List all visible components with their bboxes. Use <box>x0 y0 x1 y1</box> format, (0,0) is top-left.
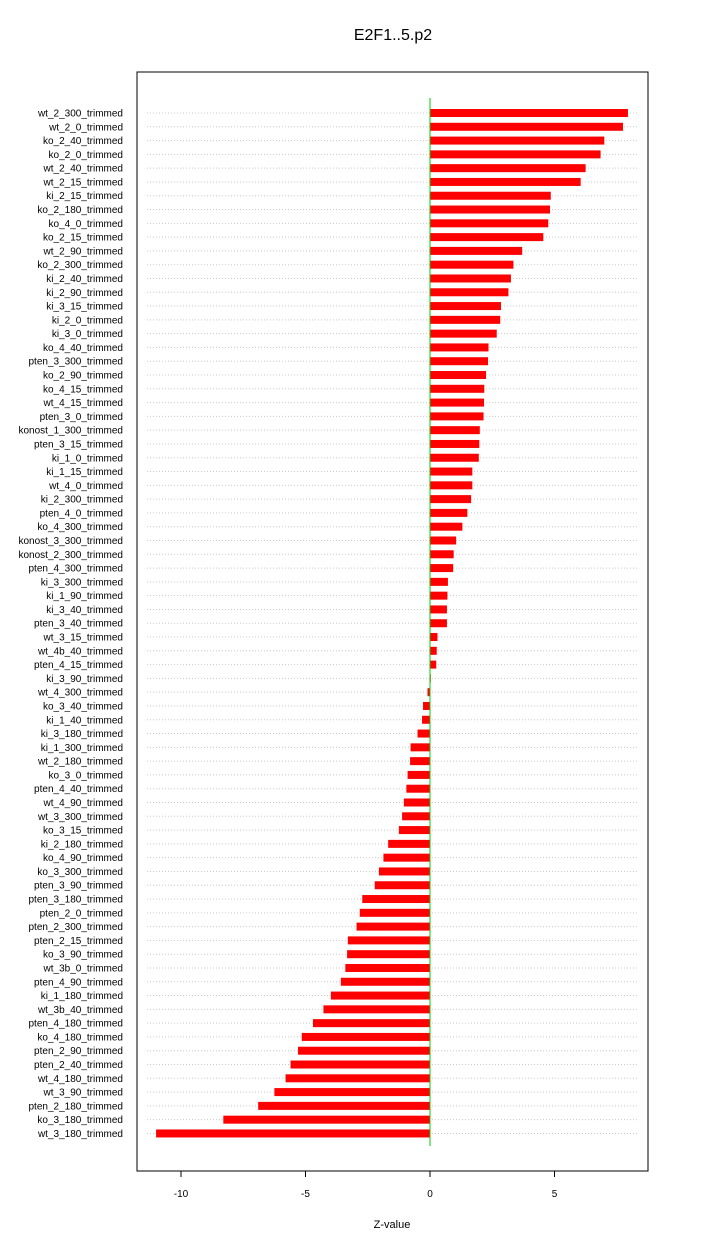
category-label: ki_2_15_trimmed <box>46 191 123 203</box>
category-label: wt_3b_40_trimmed <box>37 1004 123 1016</box>
x-tick-label: -5 <box>301 1189 310 1200</box>
bar <box>430 592 447 600</box>
x-axis-label: Z-value <box>373 1219 411 1231</box>
x-tick-label: -10 <box>173 1189 189 1200</box>
category-label: ko_3_0_trimmed <box>48 770 123 782</box>
category-label: ko_4_90_trimmed <box>42 853 123 865</box>
bar <box>341 978 430 986</box>
category-labels <box>18 109 123 1140</box>
category-label: wt_2_90_trimmed <box>43 246 123 258</box>
category-label: pten_2_90_trimmed <box>34 1046 123 1058</box>
category-label: pten_4_0_trimmed <box>39 508 123 520</box>
bar <box>348 936 430 944</box>
bar <box>430 536 456 544</box>
category-label: ki_2_90_trimmed <box>46 287 123 299</box>
bar <box>430 371 486 379</box>
bar <box>430 302 501 310</box>
bar <box>430 150 601 158</box>
category-label: ko_2_40_trimmed <box>42 136 123 148</box>
bar <box>408 771 430 779</box>
bar <box>362 895 430 903</box>
bar <box>430 247 522 255</box>
bar <box>430 316 500 324</box>
bar <box>399 826 430 834</box>
category-label: pten_3_0_trimmed <box>39 411 123 423</box>
x-tick-label: 5 <box>551 1189 558 1200</box>
category-label: pten_4_300_trimmed <box>28 563 123 575</box>
category-label: ko_4_180_trimmed <box>37 1032 123 1044</box>
category-label: wt_2_40_trimmed <box>43 163 123 175</box>
bar <box>274 1088 430 1096</box>
bar <box>360 909 430 917</box>
category-label: pten_4_15_trimmed <box>34 660 123 672</box>
chart-title: E2F1..5.p2 <box>353 27 433 44</box>
bar <box>404 799 430 807</box>
category-label: wt_4_180_trimmed <box>37 1073 123 1085</box>
bar <box>430 440 479 448</box>
category-label: pten_4_90_trimmed <box>34 977 123 989</box>
category-label: ki_3_15_trimmed <box>46 301 123 313</box>
bar <box>410 757 430 765</box>
category-label: ko_3_15_trimmed <box>42 825 123 837</box>
category-label: ko_4_300_trimmed <box>37 522 123 534</box>
bar <box>223 1116 430 1124</box>
bar <box>430 578 448 586</box>
bar <box>430 288 508 296</box>
category-label: wt_3_15_trimmed <box>43 632 123 644</box>
category-label: ko_2_15_trimmed <box>42 232 123 244</box>
category-label: ki_2_300_trimmed <box>40 494 123 506</box>
category-label: pten_2_40_trimmed <box>34 1060 123 1072</box>
bar <box>406 785 430 793</box>
category-label: ki_2_180_trimmed <box>40 839 123 851</box>
bar <box>345 964 430 972</box>
bar <box>411 743 430 751</box>
category-label: wt_4_15_trimmed <box>43 398 123 410</box>
bar <box>357 923 430 931</box>
category-label: pten_4_40_trimmed <box>34 784 123 796</box>
bar <box>430 399 484 407</box>
x-tick-label: 0 <box>427 1189 433 1200</box>
category-label: ki_1_180_trimmed <box>40 991 123 1003</box>
category-label: wt_4_300_trimmed <box>37 687 123 699</box>
bar <box>430 233 543 241</box>
category-label: ki_3_180_trimmed <box>40 729 123 741</box>
category-label: ko_2_180_trimmed <box>37 205 123 217</box>
bar <box>298 1047 430 1055</box>
bar <box>258 1102 430 1110</box>
bar <box>156 1129 430 1137</box>
category-label: wt_2_15_trimmed <box>43 177 123 189</box>
bar <box>430 564 453 572</box>
category-label: ko_3_40_trimmed <box>42 701 123 713</box>
bar <box>388 840 430 848</box>
bar <box>313 1019 430 1027</box>
bar <box>430 633 437 641</box>
category-label: wt_2_180_trimmed <box>37 756 123 768</box>
bar <box>430 495 471 503</box>
bar <box>430 123 623 131</box>
bar <box>422 716 430 724</box>
bar <box>430 619 447 627</box>
bar <box>430 219 548 227</box>
bar <box>430 274 511 282</box>
bar <box>430 357 488 365</box>
category-label: pten_3_300_trimmed <box>28 356 123 368</box>
category-label: ki_3_0_trimmed <box>51 329 123 341</box>
bar <box>286 1074 430 1082</box>
category-label: ko_2_0_trimmed <box>48 149 123 161</box>
category-label: ki_1_0_trimmed <box>51 453 123 465</box>
bar <box>379 867 430 875</box>
category-label: ko_3_180_trimmed <box>37 1115 123 1127</box>
bar <box>430 385 484 393</box>
category-label: pten_4_180_trimmed <box>28 1018 123 1030</box>
category-label: pten_3_180_trimmed <box>28 894 123 906</box>
bar <box>430 468 472 476</box>
category-label: ko_4_40_trimmed <box>42 342 123 354</box>
bar <box>430 164 586 172</box>
bars <box>156 98 628 1146</box>
bar <box>430 426 480 434</box>
category-label: ki_3_300_trimmed <box>40 577 123 589</box>
bar <box>430 661 436 669</box>
category-label: wt_3_90_trimmed <box>43 1087 123 1099</box>
category-label: wt_4_90_trimmed <box>43 798 123 809</box>
category-label: wt_2_0_trimmed <box>49 122 123 134</box>
category-label: pten_2_15_trimmed <box>34 935 123 947</box>
category-label: ki_1_15_trimmed <box>46 467 123 479</box>
category-label: konost_2_300_trimmed <box>18 549 123 561</box>
bar <box>291 1061 430 1069</box>
bar <box>430 509 467 517</box>
bar <box>423 702 430 710</box>
category-label: wt_3_180_trimmed <box>37 1128 123 1140</box>
category-label: ki_3_90_trimmed <box>46 673 123 685</box>
bar <box>402 812 430 820</box>
bar <box>430 550 454 558</box>
category-label: wt_4_0_trimmed <box>49 480 123 492</box>
bar <box>430 192 551 200</box>
x-axis <box>174 1171 558 1200</box>
bar <box>430 109 628 117</box>
category-label: ki_1_40_trimmed <box>46 715 123 727</box>
bar <box>430 523 462 531</box>
category-label: wt_4b_40_trimmed <box>37 646 123 658</box>
category-label: ko_3_90_trimmed <box>42 949 123 961</box>
bar <box>430 206 550 214</box>
category-label: ko_3_300_trimmed <box>37 866 123 878</box>
category-label: ki_1_90_trimmed <box>46 591 123 603</box>
bar <box>430 647 437 655</box>
bar <box>430 137 604 145</box>
category-label: pten_3_90_trimmed <box>34 880 123 892</box>
category-label: ko_2_90_trimmed <box>42 370 123 382</box>
category-label: ki_2_40_trimmed <box>46 273 123 285</box>
bar <box>430 178 581 186</box>
bar <box>430 330 497 338</box>
bar <box>430 412 484 420</box>
category-label: pten_3_40_trimmed <box>34 618 123 630</box>
category-label: pten_2_300_trimmed <box>28 922 123 934</box>
category-label: pten_2_180_trimmed <box>28 1101 123 1113</box>
bar <box>302 1033 430 1041</box>
bar <box>430 481 472 489</box>
category-label: ki_3_40_trimmed <box>46 604 123 616</box>
category-label: pten_3_15_trimmed <box>34 439 123 451</box>
category-label: ko_4_0_trimmed <box>48 218 123 230</box>
category-label: wt_3_300_trimmed <box>37 811 123 823</box>
bar <box>331 992 430 1000</box>
bar <box>430 454 479 462</box>
category-label: konost_1_300_trimmed <box>18 425 123 437</box>
bar <box>430 605 447 613</box>
category-label: ki_2_0_trimmed <box>51 315 123 327</box>
bar <box>430 343 489 351</box>
bar <box>430 261 513 269</box>
category-label: konost_3_300_trimmed <box>18 535 123 547</box>
bar <box>383 854 430 862</box>
category-label: ko_2_300_trimmed <box>37 260 123 272</box>
category-label: ko_4_15_trimmed <box>42 384 123 396</box>
bar <box>375 881 430 889</box>
category-label: pten_2_0_trimmed <box>39 908 123 920</box>
category-label: wt_3b_0_trimmed <box>43 963 123 975</box>
bar <box>323 1005 430 1013</box>
category-label: ki_1_300_trimmed <box>40 742 123 754</box>
category-label: wt_2_300_trimmed <box>37 108 123 120</box>
bar <box>418 730 430 738</box>
bar <box>347 950 430 958</box>
